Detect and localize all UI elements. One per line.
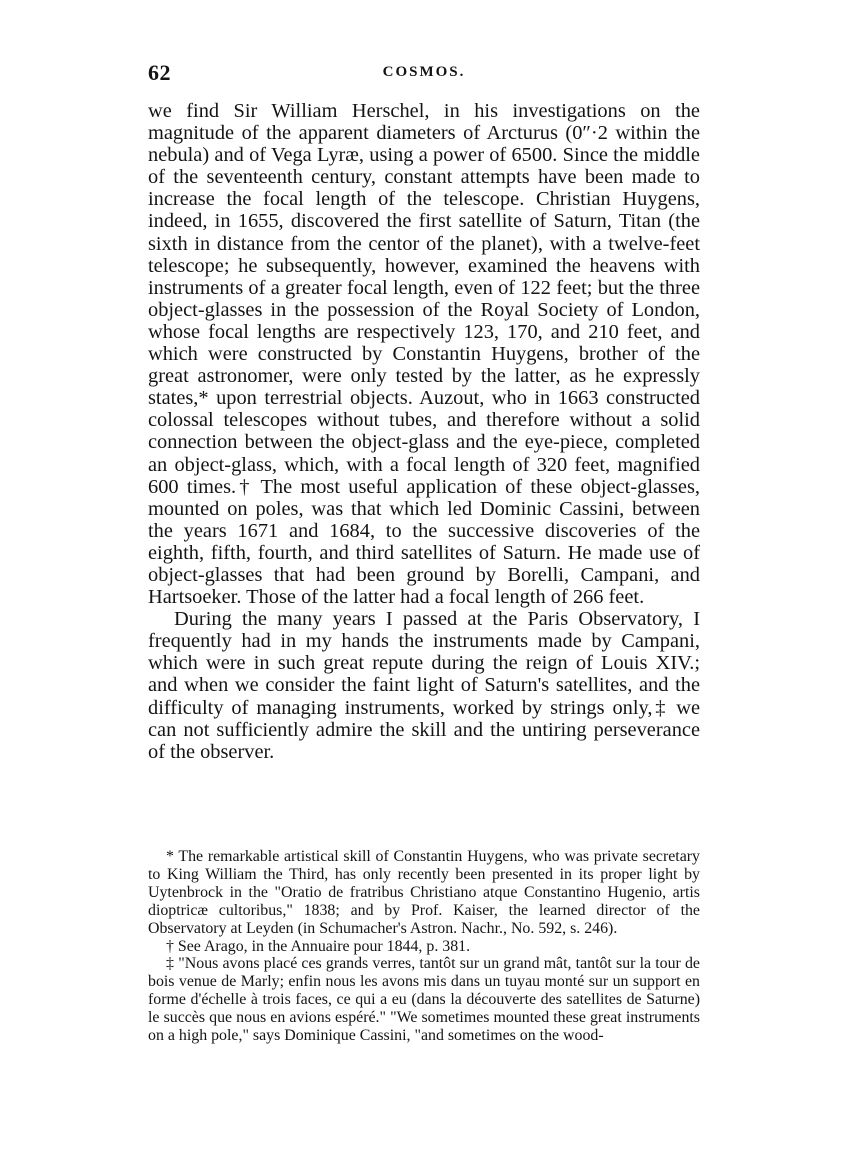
body-paragraph: we find Sir William Herschel, in his investigations on the magnitude of the apparent diameters of Arcturus (0″·2 within the nebula) and of Vega Lyræ, using a power of 6500. Since the middle of the seventeenth century, constant attempts have been made to increase the focal length of the telescope. Christian Huygens, indeed, in 1655, discovered the first satellite of Saturn, Titan (the sixth in distance from the centor of the planet), with a twelve-feet telescope; he subsequently, however, examined the heavens with instruments of a greater focal length, even of 122 feet; but the three object-glasses in the possession of the Royal Society of London, whose focal lengths are respectively 123, 170, and 210 feet, and which were constructed by Constantin Huygens, brother of the great astronomer, were only tested by the latter, as he expressly states,* upon terrestrial objects. Auzout, who in 1663 constructed colossal telescopes without tubes, and therefore without a solid connection between the object-glass and the eye-piece, completed an object-glass, which, with a focal length of 320 feet, magnified 600 times.† The most useful application of these object-glasses, mounted on poles, was that which led Dominic Cassini, between the years 1671 and 1684, to the successive discoveries of the eighth, fifth, fourth, and third satellites of Saturn. He made use of object-glasses that had been ground by Borelli, Campani, and Hartsoeker. Those of the latter had a focal length of 266 feet. — [148, 100, 700, 609]
body-text — [148, 100, 700, 763]
running-title: COSMOS. — [382, 64, 466, 80]
footnote: * The remarkable artistical skill of Constantin Huygens, who was private secretary to King William the Third, has only recently been presented in its proper light by Uytenbrock in the "Oratio de fratribus Christiano atque Constantino Hugenio, artis dioptricæ cultoribus," 1838; and by Prof. Kaiser, the learned director of the Observatory at Leyden (in Schumacher's Astron. Nachr., No. 592, s. 246). — [148, 848, 700, 937]
footnote: ‡ "Nous avons placé ces grands verres, tantôt sur un grand mât, tantôt sur la tour de bois venue de Marly; enfin nous les avons mis dans un tuyau monté sur un support en forme d'échelle à trois faces, ce qui a eu (dans la découverte des satellites de Saturne) le succès que nous en avions espéré." "We sometimes mounted these great instruments on a high pole," says Dominique Cassini, "and sometimes on the wood- — [148, 955, 700, 1045]
footnotes — [148, 848, 700, 1045]
body-paragraph: During the many years I passed at the Paris Observatory, I frequently had in my hands the instruments made by Campani, which were in such great repute during the reign of Louis XIV.; and when we consider the faint light of Saturn's satellites, and the difficulty of managing instruments, worked by strings only,‡ we can not sufficiently admire the skill and the untiring perseverance of the observer. — [148, 608, 700, 763]
page-number: 62 — [148, 60, 171, 85]
footnote: † See Arago, in the Annuaire pour 1844, p. 381. — [166, 937, 471, 955]
running-head — [148, 60, 700, 90]
